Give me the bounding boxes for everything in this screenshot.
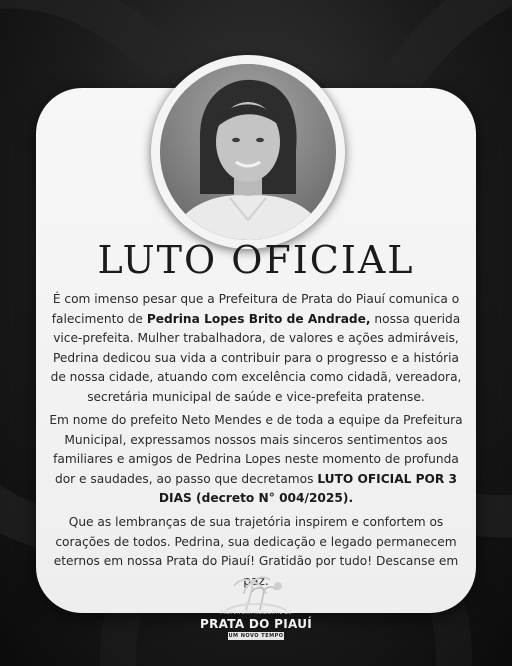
paragraph-1-body: nossa querida vice-prefeita. Mulher trabalhadora, de valores e ações admiráveis, Pedrina dedicou sua vida a contribuir para o progresso e a história de nossa cidade, atuando com excelência como cidadã, vereadora, secretária municipal de saúde e vice-prefeita pratense.	[50, 311, 462, 404]
city-hall-logo	[196, 576, 316, 656]
page-title: LUTO OFICIAL	[97, 238, 415, 282]
paragraph-2-body: Em nome do prefeito Neto Mendes e de toda a equipe da Prefeitura Municipal, expressamos nossos mais sinceros sentimentos aos familiares e amigos de Pedrina Lopes neste momento de profunda dor e saudades, ao passo que decretamos	[49, 413, 463, 486]
palm-tree-icon	[206, 576, 306, 612]
message-paragraph-3: Que as lembranças de sua trajetória inspirem e confortem os corações de todos. Pedrina, sua dedicação e legado permanecem eternos em nossa Prata do Piauí! Gratidão por tudo! Descanse em paz.	[53, 515, 459, 588]
decree-emphasis: LUTO OFICIAL POR 3 DIAS (decreto N° 004/2025).	[158, 471, 458, 506]
message-paragraph-2	[48, 411, 464, 509]
deceased-name: Pedrina Lopes Brito de Andrade,	[146, 311, 371, 326]
logo-pre-title: PREFEITURA MUNICIPAL DE	[220, 611, 292, 616]
logo-tagline: UM NOVO TEMPO	[228, 633, 284, 639]
logo-city-name: PRATA DO PIAUÍ	[199, 617, 313, 631]
message-paragraph-1	[48, 290, 464, 408]
portrait-photo	[160, 64, 336, 240]
paragraph-1-intro: É com imenso pesar que a Prefeitura de Prata do Piauí comunica o falecimento de	[51, 292, 460, 326]
